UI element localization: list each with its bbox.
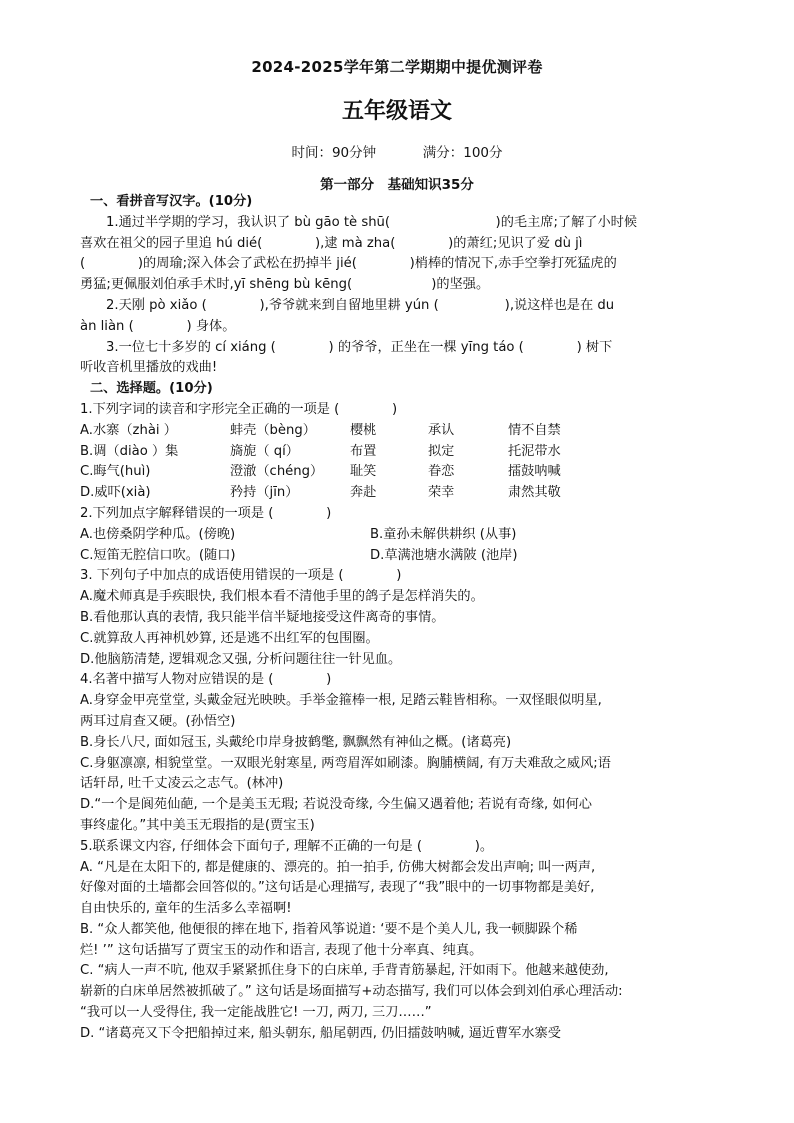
text-line: A. “凡是在太阳下的, 都是健康的、漂亮的。拍一拍手, 仿佛大树都会发出声响; 叫一两声, bbox=[80, 859, 596, 875]
text-line: 事终虚化。”其中美玉无瑕指的是(贾宝玉) bbox=[80, 817, 315, 833]
option-cell: C.晦气(huì) bbox=[80, 464, 151, 480]
option-cell: 澄澈（chéng） bbox=[230, 464, 324, 480]
option-cell: 旖旎（ qí） bbox=[230, 443, 299, 459]
option-cell: B.调（diào ）集 bbox=[80, 443, 179, 459]
text-line: D.“一个是阆苑仙葩, 一个是美玉无瑕; 若说没奇缘, 今生偏又遇着他; 若说有奇缘, 如何心 bbox=[80, 797, 592, 813]
text-line: 好像对面的土墙都会回答似的。”这句话是心理描写, 表现了“我”眼中的一切事物都是美好, bbox=[80, 880, 595, 896]
text-line: C.就算敌人再神机妙算, 还是逃不出红军的包围圈。 bbox=[80, 630, 379, 646]
text-line: B.看他那认真的表情, 我只能半信半疑地接受这件离奇的事情。 bbox=[80, 609, 445, 625]
option-cell: 承认 bbox=[428, 422, 455, 438]
option-cell: 布置 bbox=[350, 443, 377, 459]
option-cell: 蚌壳（bèng） bbox=[230, 422, 316, 438]
exam-subject: 五年级语文 bbox=[341, 99, 452, 124]
option-cell: 托泥带水 bbox=[508, 443, 561, 459]
text-line: B. “众人都笑他, 他便很的摔在地下, 指着风筝说道: ‘要不是个美人儿, 我一顿脚跺个稀 bbox=[80, 921, 578, 937]
text-line: 烂! ’” 这句话描写了贾宝玉的动作和语言, 表现了他十分率真、纯真。 bbox=[80, 942, 483, 958]
part-one-heading: 第一部分 基础知识35分 bbox=[320, 177, 474, 193]
option-cell: 拟定 bbox=[428, 443, 455, 459]
text-line: 崭新的白床单居然被抓破了。” 这句话是场面描写+动态描写, 我们可以体会到刘伯承心理活动: bbox=[80, 984, 623, 1000]
text-line: 1.下列字词的读音和字形完全正确的一项是 ( ) bbox=[80, 401, 398, 417]
option-cell: 矜持（jīn） bbox=[230, 485, 299, 501]
option-row bbox=[80, 546, 740, 567]
text-line: 话轩昂, 吐千丈凌云之志气。(林冲) bbox=[80, 776, 284, 792]
text-line: 4.名著中描写人物对应错误的是 ( ) bbox=[80, 672, 332, 688]
option-cell: D.草满池塘水满陂 (池岸) bbox=[370, 547, 518, 563]
text-line: “我可以一人受得住, 我一定能战胜它! 一刀, 两刀, 三刀……” bbox=[80, 1005, 432, 1021]
text-line: 2.天刚 pò xiǎo ( ),爷爷就来到自留地里耕 yún ( ),说这样也是在 du bbox=[106, 297, 615, 313]
section-heading: 一、看拼音写汉字。(10分) bbox=[90, 194, 253, 209]
option-cell: 樱桃 bbox=[350, 422, 377, 438]
option-row bbox=[80, 483, 740, 504]
option-cell: 擂鼓呐喊 bbox=[508, 464, 561, 480]
text-line: 听收音机里播放的戏曲! bbox=[80, 360, 218, 376]
option-cell: C.短笛无腔信口吹。(随口) bbox=[80, 547, 236, 563]
option-cell: 奔赴 bbox=[350, 485, 377, 501]
text-line: A.身穿金甲亮堂堂, 头戴金冠光映映。手举金箍棒一根, 足踏云鞋皆相称。一双怪眼似明星, bbox=[80, 693, 602, 709]
exam-title: 2024-2025学年第二学期期中提优测评卷 bbox=[251, 58, 543, 76]
text-line: 自由快乐的, 童年的生活多么幸福啊! bbox=[80, 901, 292, 917]
option-cell: 肃然其敬 bbox=[508, 485, 561, 501]
text-line: 喜欢在祖父的园子里追 hú dié( ),逮 mà zha( )的萧红;见识了爱 dù jì bbox=[80, 235, 583, 251]
option-cell: 眷恋 bbox=[428, 464, 455, 480]
option-cell: A.水寨（zhài ） bbox=[80, 422, 177, 438]
text-line: 2.下列加点字解释错误的一项是 ( ) bbox=[80, 505, 332, 521]
option-cell: A.也傍桑阴学种瓜。(傍晚) bbox=[80, 526, 236, 542]
option-row bbox=[80, 462, 740, 483]
exam-score: 满分：100分 bbox=[422, 145, 503, 161]
text-line: A.魔术师真是手疾眼快, 我们根本看不清他手里的鸽子是怎样消失的。 bbox=[80, 589, 484, 605]
text-line: 勇猛;更佩服刘伯承手术时,yī shēng bù kēng( )的坚强。 bbox=[80, 277, 490, 293]
text-line: ( )的周瑜;深入体会了武松在扔掉半 jié( )梢棒的情况下,赤手空拳打死猛虎的 bbox=[80, 256, 617, 272]
text-line: 3. 下列句子中加点的成语使用错误的一项是 ( ) bbox=[80, 568, 402, 584]
option-row bbox=[80, 525, 740, 546]
text-line: 5.联系课文内容, 仔细体会下面句子, 理解不正确的一句是 ( )。 bbox=[80, 838, 494, 854]
option-cell: D.威吓(xià) bbox=[80, 485, 151, 501]
text-line: B.身长八尺, 面如冠玉, 头戴纶巾岸身披鹤氅, 飘飘然有神仙之概。(诸葛亮) bbox=[80, 734, 512, 750]
option-row bbox=[80, 442, 740, 463]
exam-time: 时间：90分钟 bbox=[291, 145, 377, 161]
text-line: 两耳过肩查又硬。(孙悟空) bbox=[80, 713, 236, 729]
option-cell: 情不自禁 bbox=[508, 422, 561, 438]
exam-meta bbox=[0, 141, 794, 161]
text-line: D. “诸葛亮又下令把船掉过来, 船头朝东, 船尾朝西, 仍旧擂鼓呐喊, 逼近曹军水寨受 bbox=[80, 1025, 561, 1041]
section-heading: 二、选择题。(10分) bbox=[90, 381, 213, 397]
option-cell: 荣幸 bbox=[428, 485, 455, 501]
text-line: C.身躯凛凛, 相貌堂堂。一双眼光射寒星, 两弯眉浑如刷漆。胸脯横阔, 有万夫难敌之威风;语 bbox=[80, 755, 611, 771]
text-line: D.他脑筋清楚, 逻辑观念又强, 分析问题往往一针见血。 bbox=[80, 651, 402, 667]
option-row bbox=[80, 421, 740, 442]
option-cell: 耻笑 bbox=[350, 464, 377, 480]
text-line: 3.一位七十多岁的 cí xiáng ( ) 的爷爷，正坐在一棵 yīng táo ( ) 树下 bbox=[106, 339, 613, 355]
text-line: C. “病人一声不吭, 他双手紧紧抓住身下的白床单, 手背青筋暴起, 汗如雨下。他越来越使劲, bbox=[80, 963, 609, 979]
text-line: àn liàn ( ) 身体。 bbox=[80, 318, 236, 334]
exam-body bbox=[80, 192, 740, 1045]
option-cell: B.童孙未解供耕织 (从事) bbox=[370, 526, 517, 542]
text-line: 1.通过半学期的学习，我认识了 bù gāo tè shū( )的毛主席;了解了小时候 bbox=[106, 214, 638, 230]
